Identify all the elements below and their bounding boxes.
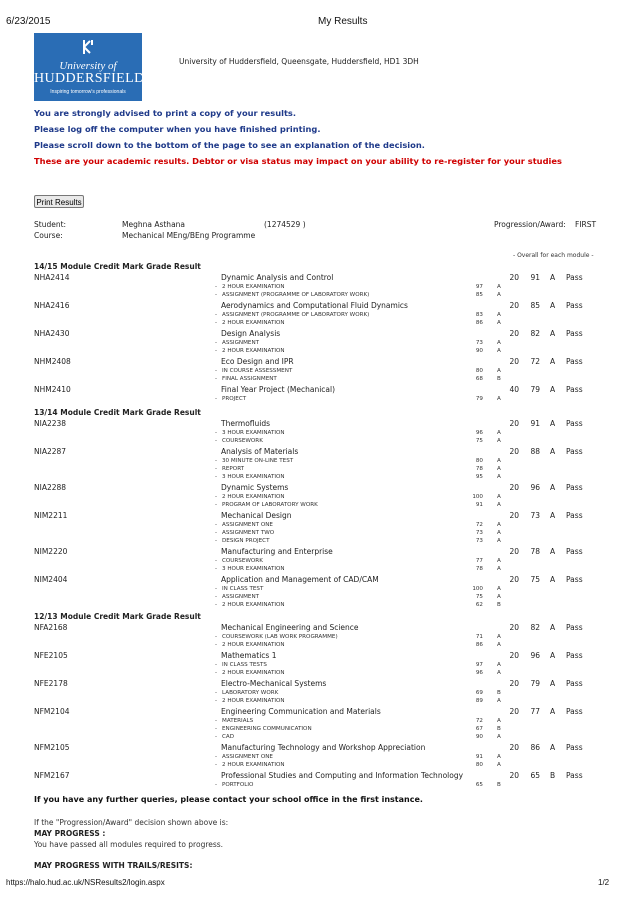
assessment-mark: 96 (475, 669, 483, 676)
assessment-bullet: - (215, 557, 218, 564)
assessment-grade: A (497, 661, 501, 668)
assessment-grade: A (497, 557, 501, 564)
assessment-bullet: - (215, 457, 218, 464)
assessment-bullet: - (215, 641, 218, 648)
assessment-bullet: - (215, 501, 218, 508)
assessment-mark: 73 (475, 339, 483, 346)
module-mark: 91 (530, 419, 540, 428)
assessment-bullet: - (215, 521, 218, 528)
assessment-mark: 73 (475, 529, 483, 536)
module-result: Pass (566, 447, 583, 456)
university-address: University of Huddersfield, Queensgate, Huddersfield, HD1 3DH (179, 57, 419, 66)
assessment-grade: B (497, 601, 501, 608)
assessment-mark: 62 (475, 601, 483, 608)
module-code: NIM2211 (34, 511, 68, 520)
assessment-bullet: - (215, 761, 218, 768)
may-progress-title: MAY PROGRESS : (34, 829, 106, 838)
module-grade: A (550, 547, 556, 556)
module-grade: A (550, 743, 556, 752)
assessment-grade: B (497, 689, 501, 696)
module-result: Pass (566, 623, 583, 632)
assessment-grade: A (497, 437, 501, 444)
assessment-bullet: - (215, 781, 218, 788)
assessment-mark: 69 (475, 689, 483, 696)
assessment-bullet: - (215, 311, 218, 318)
module-title: Mathematics 1 (221, 651, 277, 660)
module-grade: A (550, 385, 556, 394)
year-header: 14/15 Module Credit Mark Grade Result (34, 262, 201, 271)
assessment-mark: 96 (475, 429, 483, 436)
assessment-name: ASSIGNMENT (PROGRAMME OF LABORATORY WORK) (222, 311, 370, 318)
assessment-grade: A (497, 585, 501, 592)
assessment-name: ASSIGNMENT (222, 339, 260, 346)
module-mark: 91 (530, 273, 540, 282)
assessment-mark: 91 (475, 501, 483, 508)
module-code: NIM2404 (34, 575, 68, 584)
assessment-mark: 80 (475, 367, 483, 374)
module-grade: A (550, 329, 556, 338)
module-title: Analysis of Materials (221, 447, 299, 456)
module-credit: 20 (509, 447, 519, 456)
assessment-bullet: - (215, 633, 218, 640)
module-result: Pass (566, 547, 583, 556)
progression-label: Progression/Award: (494, 220, 566, 229)
assessment-name: ASSIGNMENT ONE (222, 753, 273, 760)
student-name: Meghna Asthana (122, 220, 186, 229)
assessment-grade: A (497, 501, 501, 508)
module-result: Pass (566, 679, 583, 688)
assessment-name: PROGRAM OF LABORATORY WORK (222, 501, 318, 508)
module-grade: A (550, 707, 556, 716)
assessment-mark: 86 (475, 319, 483, 326)
assessment-bullet: - (215, 493, 218, 500)
module-title: Final Year Project (Mechanical) (221, 385, 336, 394)
module-mark: 73 (530, 511, 540, 520)
module-credit: 20 (509, 273, 519, 282)
module-mark: 65 (530, 771, 540, 780)
module-result: Pass (566, 575, 583, 584)
assessment-grade: A (497, 733, 501, 740)
assessment-grade: A (497, 633, 501, 640)
assessment-bullet: - (215, 689, 218, 696)
assessment-name: 2 HOUR EXAMINATION (222, 347, 285, 354)
module-mark: 77 (530, 707, 540, 716)
assessment-name: 2 HOUR EXAMINATION (222, 319, 285, 326)
assessment-mark: 77 (475, 557, 483, 564)
student-label: Student: (34, 220, 67, 229)
assessment-mark: 90 (475, 733, 483, 740)
module-title: Thermofluids (221, 419, 271, 428)
module-credit: 20 (509, 623, 519, 632)
assessment-bullet: - (215, 717, 218, 724)
module-title: Aerodynamics and Computational Fluid Dynamics (221, 301, 408, 310)
warning-debtor-status: These are your academic results. Debtor or visa status may impact on your ability to re-register for your studies (34, 156, 562, 166)
assessment-grade: A (497, 465, 501, 472)
notice-print: You are strongly advised to print a copy of your results. (34, 108, 297, 118)
progression-value: FIRST (575, 220, 597, 229)
assessment-mark: 97 (475, 661, 483, 668)
notice-logoff: Please log off the computer when you have finished printing. (34, 124, 321, 134)
module-credit: 20 (509, 357, 519, 366)
assessment-bullet: - (215, 375, 218, 382)
assessment-bullet: - (215, 585, 218, 592)
assessment-bullet: - (215, 367, 218, 374)
year-header: 12/13 Module Credit Mark Grade Result (34, 612, 201, 621)
module-mark: 96 (530, 483, 540, 492)
module-grade: A (550, 419, 556, 428)
module-code: NHM2408 (34, 357, 71, 366)
module-grade: A (550, 357, 556, 366)
assessment-grade: A (497, 761, 501, 768)
queries-note: If you have any further queries, please contact your school office in the first instance. (34, 795, 423, 804)
assessment-grade: A (497, 565, 501, 572)
module-code: NHA2414 (34, 273, 70, 282)
assessment-name: 2 HOUR EXAMINATION (222, 669, 285, 676)
print-results-button[interactable]: Print Results (34, 195, 84, 208)
assessment-bullet: - (215, 733, 218, 740)
module-grade: A (550, 483, 556, 492)
assessment-bullet: - (215, 395, 218, 402)
assessment-bullet: - (215, 283, 218, 290)
module-result: Pass (566, 385, 583, 394)
assessment-mark: 95 (475, 473, 483, 480)
assessment-mark: 80 (475, 761, 483, 768)
module-code: NHM2410 (34, 385, 71, 394)
assessment-name: COURSEWORK (LAB WORK PROGRAMME) (222, 633, 338, 640)
module-title: Mechanical Engineering and Science (221, 623, 359, 632)
logo-line-1: University of (59, 60, 117, 72)
assessment-mark: 71 (475, 633, 483, 640)
assessment-mark: 65 (475, 781, 483, 788)
module-code: NFE2178 (34, 679, 68, 688)
logo-line-2: HUDDERSFIELD (34, 71, 145, 86)
module-code: NFM2105 (34, 743, 70, 752)
module-mark: 75 (530, 575, 540, 584)
assessment-mark: 100 (472, 585, 483, 592)
assessment-mark: 68 (475, 375, 483, 382)
assessment-mark: 67 (475, 725, 483, 732)
module-code: NFM2167 (34, 771, 70, 780)
assessment-name: ASSIGNMENT (PROGRAMME OF LABORATORY WORK) (222, 291, 370, 298)
module-credit: 20 (509, 483, 519, 492)
module-result: Pass (566, 357, 583, 366)
module-mark: 85 (530, 301, 540, 310)
assessment-name: 3 HOUR EXAMINATION (222, 473, 285, 480)
assessment-name: IN CLASS TESTS (222, 661, 267, 668)
overall-note: - Overall for each module - (513, 252, 594, 259)
assessment-name: CAD (222, 733, 235, 740)
assessment-name: PORTFOLIO (222, 781, 254, 788)
module-grade: A (550, 679, 556, 688)
module-title: Eco Design and IPR (221, 357, 294, 366)
assessment-name: PROJECT (222, 395, 247, 402)
assessment-grade: A (497, 347, 501, 354)
assessment-grade: B (497, 781, 501, 788)
university-crest-icon (80, 38, 96, 56)
assessment-name: FINAL ASSIGNMENT (222, 375, 277, 382)
year-header: 13/14 Module Credit Mark Grade Result (34, 408, 201, 417)
assessment-grade: A (497, 537, 501, 544)
module-credit: 20 (509, 707, 519, 716)
student-id: (1274529 ) (264, 220, 306, 229)
assessment-mark: 78 (475, 565, 483, 572)
module-credit: 20 (509, 771, 519, 780)
assessment-name: 3 HOUR EXAMINATION (222, 565, 285, 572)
module-mark: 72 (530, 357, 540, 366)
module-result: Pass (566, 651, 583, 660)
assessment-mark: 85 (475, 291, 483, 298)
assessment-mark: 72 (475, 717, 483, 724)
assessment-name: ASSIGNMENT TWO (222, 529, 275, 536)
module-title: Design Analysis (221, 329, 281, 338)
assessment-name: 2 HOUR EXAMINATION (222, 761, 285, 768)
module-mark: 86 (530, 743, 540, 752)
module-code: NIA2287 (34, 447, 67, 456)
assessment-grade: A (497, 339, 501, 346)
assessment-name: ASSIGNMENT (222, 593, 260, 600)
module-grade: A (550, 651, 556, 660)
page-url: https://halo.hud.ac.uk/NSResults2/login.aspx (6, 878, 165, 887)
assessment-mark: 90 (475, 347, 483, 354)
module-grade: A (550, 447, 556, 456)
assessment-grade: B (497, 725, 501, 732)
module-credit: 20 (509, 679, 519, 688)
module-title: Engineering Communication and Materials (221, 707, 381, 716)
assessment-grade: A (497, 395, 501, 402)
assessment-bullet: - (215, 347, 218, 354)
assessment-grade: B (497, 375, 501, 382)
assessment-name: 2 HOUR EXAMINATION (222, 493, 285, 500)
module-result: Pass (566, 329, 583, 338)
assessment-bullet: - (215, 565, 218, 572)
assessment-name: 3 HOUR EXAMINATION (222, 429, 285, 436)
module-title: Electro-Mechanical Systems (221, 679, 327, 688)
assessment-grade: A (497, 457, 501, 464)
assessment-bullet: - (215, 319, 218, 326)
assessment-grade: A (497, 429, 501, 436)
assessment-bullet: - (215, 593, 218, 600)
module-credit: 20 (509, 301, 519, 310)
assessment-grade: A (497, 529, 501, 536)
module-result: Pass (566, 771, 583, 780)
assessment-name: IN COURSE ASSESSMENT (222, 367, 293, 374)
page-number: 1/2 (598, 878, 610, 887)
module-result: Pass (566, 301, 583, 310)
assessment-bullet: - (215, 529, 218, 536)
assessment-bullet: - (215, 473, 218, 480)
module-code: NFM2104 (34, 707, 70, 716)
assessment-mark: 97 (475, 283, 483, 290)
module-mark: 79 (530, 679, 540, 688)
assessment-name: 2 HOUR EXAMINATION (222, 697, 285, 704)
assessment-grade: A (497, 367, 501, 374)
module-title: Dynamic Systems (221, 483, 289, 492)
assessment-grade: A (497, 753, 501, 760)
assessment-grade: A (497, 319, 501, 326)
assessment-mark: 78 (475, 465, 483, 472)
assessment-mark: 75 (475, 593, 483, 600)
assessment-mark: 79 (475, 395, 483, 402)
module-grade: A (550, 273, 556, 282)
module-grade: A (550, 511, 556, 520)
assessment-mark: 89 (475, 697, 483, 704)
assessment-bullet: - (215, 725, 218, 732)
assessment-grade: A (497, 697, 501, 704)
module-code: NHA2416 (34, 301, 70, 310)
assessment-grade: A (497, 311, 501, 318)
may-progress-trails-title: MAY PROGRESS WITH TRAILS/RESITS: (34, 861, 193, 870)
assessment-name: COURSEWORK (222, 557, 263, 564)
assessment-name: MATERIALS (222, 717, 254, 724)
assessment-bullet: - (215, 465, 218, 472)
module-mark: 96 (530, 651, 540, 660)
assessment-bullet: - (215, 437, 218, 444)
module-title: Application and Management of CAD/CAM (221, 575, 379, 584)
assessment-grade: A (497, 473, 501, 480)
module-mark: 82 (530, 623, 540, 632)
module-credit: 20 (509, 743, 519, 752)
module-mark: 79 (530, 385, 540, 394)
module-credit: 20 (509, 651, 519, 660)
assessment-bullet: - (215, 601, 218, 608)
assessment-bullet: - (215, 753, 218, 760)
module-grade: A (550, 301, 556, 310)
assessment-name: 2 HOUR EXAMINATION (222, 601, 285, 608)
module-code: NHA2430 (34, 329, 70, 338)
module-result: Pass (566, 743, 583, 752)
assessment-grade: A (497, 283, 501, 290)
module-result: Pass (566, 707, 583, 716)
assessment-mark: 100 (472, 493, 483, 500)
module-title: Mechanical Design (221, 511, 292, 520)
assessment-mark: 73 (475, 537, 483, 544)
assessment-name: 30 MINUTE ON-LINE TEST (222, 457, 294, 464)
module-code: NFA2168 (34, 623, 68, 632)
assessment-bullet: - (215, 661, 218, 668)
module-title: Dynamic Analysis and Control (221, 273, 334, 282)
course-name: Mechanical MEng/BEng Programme (122, 231, 256, 240)
print-title: My Results (318, 16, 368, 27)
module-credit: 20 (509, 511, 519, 520)
module-credit: 20 (509, 329, 519, 338)
assessment-bullet: - (215, 291, 218, 298)
assessment-bullet: - (215, 429, 218, 436)
course-label: Course: (34, 231, 63, 240)
module-title: Professional Studies and Computing and Information Technology (221, 771, 464, 780)
module-title: Manufacturing and Enterprise (221, 547, 333, 556)
module-code: NIA2288 (34, 483, 67, 492)
assessment-grade: A (497, 641, 501, 648)
module-grade: A (550, 623, 556, 632)
decision-intro: If the "Progression/Award" decision shown above is: (34, 818, 229, 827)
assessment-grade: A (497, 717, 501, 724)
module-result: Pass (566, 511, 583, 520)
assessment-name: DESIGN PROJECT (222, 537, 270, 544)
assessment-bullet: - (215, 339, 218, 346)
assessment-grade: A (497, 521, 501, 528)
module-credit: 20 (509, 547, 519, 556)
module-credit: 20 (509, 575, 519, 584)
module-grade: B (550, 771, 556, 780)
logo-tagline: Inspiring tomorrow's professionals (50, 89, 126, 95)
assessment-name: 2 HOUR EXAMINATION (222, 641, 285, 648)
assessment-bullet: - (215, 537, 218, 544)
assessment-grade: A (497, 493, 501, 500)
notice-scroll: Please scroll down to the bottom of the page to see an explanation of the decision. (34, 140, 425, 150)
assessment-name: LABORATORY WORK (222, 689, 279, 696)
module-mark: 78 (530, 547, 540, 556)
assessment-mark: 75 (475, 437, 483, 444)
assessment-grade: A (497, 291, 501, 298)
university-logo (34, 33, 145, 101)
module-title: Manufacturing Technology and Workshop Appreciation (221, 743, 426, 752)
assessment-name: IN CLASS TEST (222, 585, 264, 592)
print-date: 6/23/2015 (6, 16, 51, 27)
assessment-name: 2 HOUR EXAMINATION (222, 283, 285, 290)
module-mark: 88 (530, 447, 540, 456)
assessment-grade: A (497, 593, 501, 600)
assessment-mark: 83 (475, 311, 483, 318)
assessment-name: ENGINEERING COMMUNICATION (222, 725, 312, 732)
assessment-name: ASSIGNMENT ONE (222, 521, 273, 528)
module-code: NIM2220 (34, 547, 68, 556)
module-credit: 20 (509, 419, 519, 428)
assessment-mark: 72 (475, 521, 483, 528)
module-grade: A (550, 575, 556, 584)
module-code: NIA2238 (34, 419, 67, 428)
module-result: Pass (566, 419, 583, 428)
assessment-name: COURSEWORK (222, 437, 263, 444)
module-result: Pass (566, 483, 583, 492)
module-credit: 40 (509, 385, 519, 394)
assessment-bullet: - (215, 697, 218, 704)
assessment-mark: 86 (475, 641, 483, 648)
module-mark: 82 (530, 329, 540, 338)
module-code: NFE2105 (34, 651, 68, 660)
assessment-mark: 91 (475, 753, 483, 760)
assessment-bullet: - (215, 669, 218, 676)
assessment-grade: A (497, 669, 501, 676)
module-result: Pass (566, 273, 583, 282)
assessment-mark: 80 (475, 457, 483, 464)
may-progress-text: You have passed all modules required to progress. (34, 840, 224, 849)
assessment-name: REPORT (222, 465, 245, 472)
